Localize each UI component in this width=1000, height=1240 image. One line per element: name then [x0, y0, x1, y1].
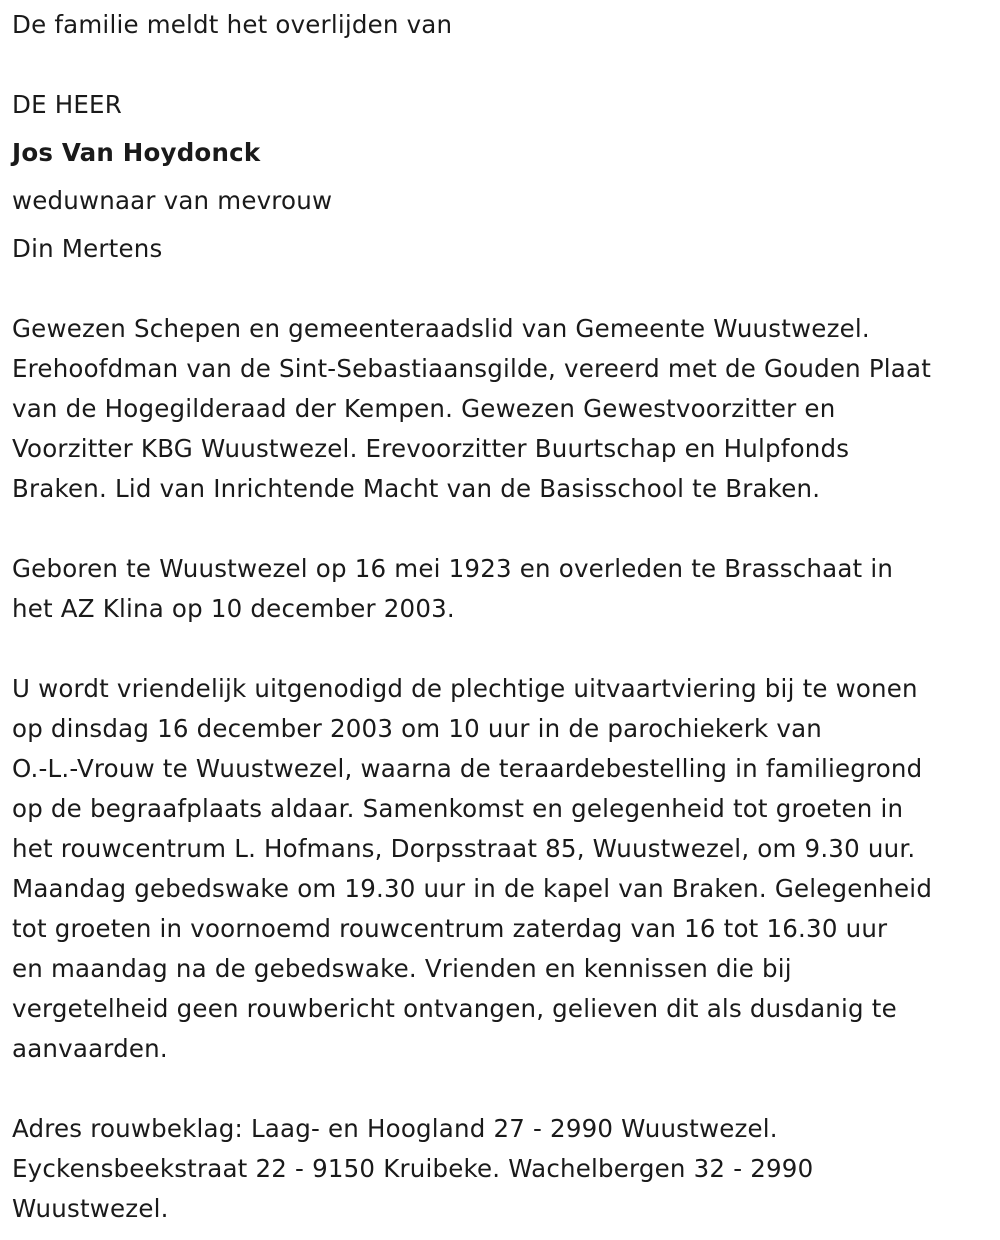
birth-death-line: het AZ Klina op 10 december 2003. [12, 594, 455, 623]
spouse-name: Din Mertens [12, 234, 163, 263]
biography-line: van de Hogegilderaad der Kempen. Gewezen Gewestvoorzitter en [12, 394, 836, 423]
funeral-line: op de begraafplaats aldaar. Samenkomst en gelegenheid tot groeten in [12, 794, 904, 823]
funeral-line: U wordt vriendelijk uitgenodigd de plechtige uitvaartviering bij te wonen [12, 674, 918, 703]
honorific-title: DE HEER [12, 90, 122, 119]
address-line: Wuustwezel. [12, 1194, 169, 1223]
biography-line: Voorzitter KBG Wuustwezel. Erevoorzitter Buurtschap en Hulpfonds [12, 434, 850, 463]
biography-line: Braken. Lid van Inrichtende Macht van de Basisschool te Braken. [12, 474, 821, 503]
funeral-line: tot groeten in voornoemd rouwcentrum zaterdag van 16 tot 16.30 uur [12, 914, 888, 943]
funeral-line: en maandag na de gebedswake. Vrienden en kennissen die bij [12, 954, 792, 983]
biography-line: Erehoofdman van de Sint-Sebastiaansgilde, vereerd met de Gouden Plaat [12, 354, 932, 383]
relation-text: weduwnaar van mevrouw [12, 186, 333, 215]
funeral-line: het rouwcentrum L. Hofmans, Dorpsstraat 85, Wuustwezel, om 9.30 uur. [12, 834, 916, 863]
address-line: Adres rouwbeklag: Laag- en Hoogland 27 - 2990 Wuustwezel. [12, 1114, 778, 1143]
funeral-line: vergetelheid geen rouwbericht ontvangen, gelieven dit als dusdanig te [12, 994, 897, 1023]
deceased-name: Jos Van Hoydonck [12, 138, 261, 167]
funeral-line: op dinsdag 16 december 2003 om 10 uur in de parochiekerk van [12, 714, 823, 743]
funeral-line: aanvaarden. [12, 1034, 168, 1063]
funeral-line: O.-L.-Vrouw te Wuustwezel, waarna de teraardebestelling in familiegrond [12, 754, 923, 783]
funeral-line: Maandag gebedswake om 19.30 uur in de kapel van Braken. Gelegenheid [12, 874, 933, 903]
biography-line: Gewezen Schepen en gemeenteraadslid van Gemeente Wuustwezel. [12, 314, 870, 343]
birth-death-line: Geboren te Wuustwezel op 16 mei 1923 en overleden te Brasschaat in [12, 554, 894, 583]
address-line: Eyckensbeekstraat 22 - 9150 Kruibeke. Wachelbergen 32 - 2990 [12, 1154, 814, 1183]
intro-text: De familie meldt het overlijden van [12, 10, 453, 39]
